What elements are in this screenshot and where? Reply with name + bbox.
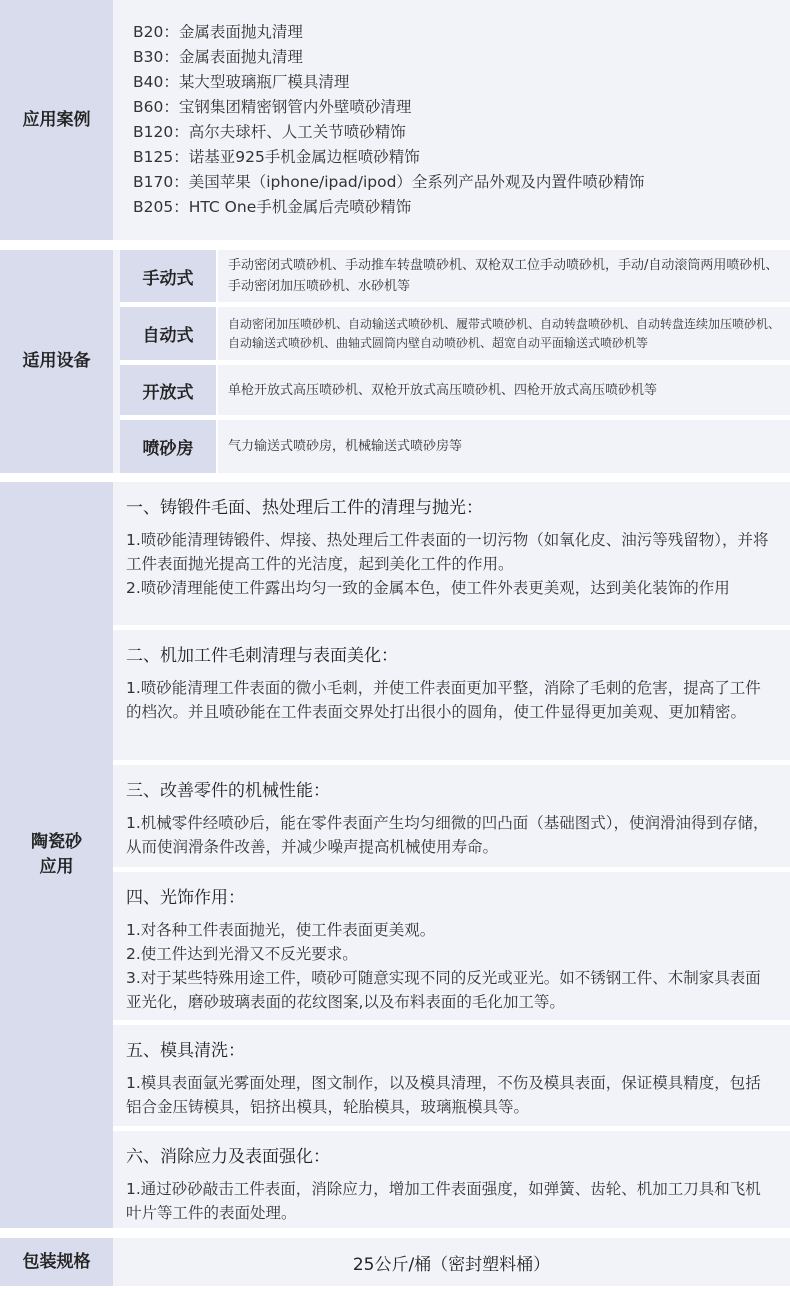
block-line: 1.通过砂砂敲击工件表面，消除应力，增加工件表面强度，如弹簧、齿轮、机加工刀具和飞机叶片等工件的表面处理。 [126, 1180, 761, 1222]
case-item: B40：某大型玻璃瓶厂模具清理 [133, 73, 350, 91]
ceramic-block-6 [113, 1131, 790, 1228]
ceramic-block-2 [113, 630, 790, 760]
equipment-desc-auto: 自动密闭加压喷砂机、自动输送式喷砂机、履带式喷砂机、自动转盘喷砂机、自动转盘连续加压喷砂机、自动输送式喷砂机、曲轴式圆筒内壁自动喷砂机、超宽自动平面输送式喷砂机等 [218, 307, 790, 360]
equipment-label: 适用设备 [0, 250, 113, 473]
equipment-type-open: 开放式 [120, 365, 216, 415]
equipment-desc-open: 单枪开放式高压喷砂机、双枪开放式高压喷砂机、四枪开放式高压喷砂机等 [218, 365, 790, 415]
case-item: B205：HTC One手机金属后壳喷砂精饰 [133, 198, 412, 216]
case-item: B125：诺基亚925手机金属边框喷砂精饰 [133, 148, 420, 166]
block-title: 四、光饰作用： [126, 888, 245, 908]
case-item: B170：美国苹果（iphone/ipad/ipod）全系列产品外观及内置件喷砂精饰 [133, 173, 645, 191]
block-line: 1.对各种工件表面抛光，使工件表面更美观。 [126, 921, 436, 939]
equipment-desc-manual: 手动密闭式喷砂机、手动推车转盘喷砂机、双枪双工位手动喷砂机，手动/自动滚筒两用喷砂机、手动密闭加压喷砂机、水砂机等 [218, 250, 790, 302]
case-item: B30：金属表面抛丸清理 [133, 48, 303, 66]
block-line: 1.机械零件经喷砂后，能在零件表面产生均匀细微的凹凸面（基础图式），使润滑油得到存储，从而使润滑条件改善，并减少噪声提高机械使用寿命。 [126, 814, 769, 856]
cases-content [113, 0, 790, 240]
equipment-type-manual: 手动式 [120, 250, 216, 302]
cases-label: 应用案例 [0, 0, 113, 240]
block-line: 3.对于某些特殊用途工件，喷砂可随意实现不同的反光或亚光。如不锈钢工件、木制家具表面亚光化，磨砂玻璃表面的花纹图案,以及布料表面的毛化加工等。 [126, 969, 761, 1011]
case-item: B120：高尔夫球杆、人工关节喷砂精饰 [133, 123, 406, 141]
equipment-bg [113, 250, 120, 473]
equipment-type-room: 喷砂房 [120, 420, 216, 473]
packaging-label: 包装规格 [0, 1238, 113, 1286]
ceramic-block-1 [113, 482, 790, 625]
case-item: B20：金属表面抛丸清理 [133, 23, 303, 41]
equipment-desc-room: 气力输送式喷砂房，机械输送式喷砂房等 [218, 420, 790, 473]
block-title: 五、模具清洗： [126, 1041, 245, 1061]
block-title: 三、改善零件的机械性能： [126, 781, 330, 801]
block-line: 1.喷砂能清理铸锻件、焊接、热处理后工件表面的一切污物（如氧化皮、油污等残留物），并将工件表面抛光提高工件的光洁度，起到美化工件的作用。 [126, 531, 769, 573]
ceramic-block-3 [113, 765, 790, 867]
ceramic-label: 陶瓷砂 应用 [0, 482, 113, 1228]
ceramic-block-5 [113, 1025, 790, 1126]
cases-list [133, 20, 644, 220]
case-item: B60：宝钢集团精密钢管内外壁喷砂清理 [133, 98, 412, 116]
block-title: 一、铸锻件毛面、热处理后工件的清理与抛光： [126, 498, 483, 518]
block-title: 六、消除应力及表面强化： [126, 1147, 330, 1167]
packaging-value: 25公斤/桶（密封塑料桶） [113, 1238, 790, 1286]
block-line: 2.喷砂清理能使工件露出均匀一致的金属本色，使工件外表更美观，达到美化装饰的作用 [126, 579, 730, 597]
block-line: 1.模具表面氩光雾面处理，图文制作，以及模具清理，不伤及模具表面，保证模具精度，包括铝合金压铸模具，铝挤出模具，轮胎模具，玻璃瓶模具等。 [126, 1074, 761, 1116]
block-line: 1.喷砂能清理工件表面的微小毛刺，并使工件表面更加平整，消除了毛刺的危害，提高了工件的档次。并且喷砂能在工件表面交界处打出很小的圆角，使工件显得更加美观、更加精密。 [126, 679, 761, 721]
block-line: 2.使工件达到光滑又不反光要求。 [126, 945, 358, 963]
ceramic-block-4 [113, 872, 790, 1020]
equipment-type-auto: 自动式 [120, 307, 216, 360]
block-title: 二、机加工件毛刺清理与表面美化： [126, 646, 398, 666]
